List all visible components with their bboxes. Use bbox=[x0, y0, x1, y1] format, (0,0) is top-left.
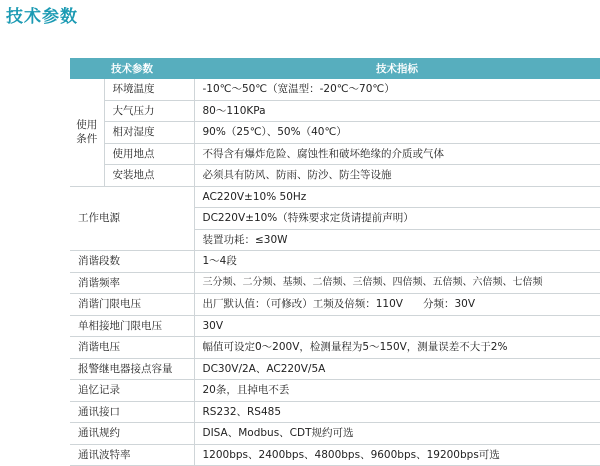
row-value: 必须具有防风、防雨、防沙、防尘等设施 bbox=[194, 165, 600, 187]
table-row bbox=[70, 272, 600, 294]
table-row bbox=[70, 251, 600, 273]
power-label: 工作电源 bbox=[70, 186, 194, 251]
row-label: 大气压力 bbox=[104, 100, 194, 122]
row-label: 通讯规约 bbox=[70, 423, 194, 445]
table-row bbox=[70, 337, 600, 359]
row-label: 消谐段数 bbox=[70, 251, 194, 273]
row-value: DC30V/2A、AC220V/5A bbox=[194, 358, 600, 380]
row-label: 通讯接口 bbox=[70, 401, 194, 423]
table-row bbox=[70, 186, 600, 208]
row-label: 通讯波特率 bbox=[70, 444, 194, 466]
table-row bbox=[70, 380, 600, 402]
table-row bbox=[70, 401, 600, 423]
table-header-row bbox=[70, 58, 600, 79]
row-label: 安装地点 bbox=[104, 165, 194, 187]
power-value-1: AC220V±10% 50Hz bbox=[194, 186, 600, 208]
table-row bbox=[70, 423, 600, 445]
page-title: 技术参数 bbox=[6, 7, 78, 27]
row-value: 80～110KPa bbox=[194, 100, 600, 122]
row-value: 不得含有爆炸危险、腐蚀性和破坏绝缘的介质或气体 bbox=[194, 143, 600, 165]
row-label: 消谐电压 bbox=[70, 337, 194, 359]
table-row bbox=[70, 122, 600, 144]
row-value: 30V bbox=[194, 315, 600, 337]
power-value-3: 装置功耗：≤30W bbox=[194, 229, 600, 251]
row-label: 单相接地门限电压 bbox=[70, 315, 194, 337]
row-value: DISA、Modbus、CDT规约可选 bbox=[194, 423, 600, 445]
row-label: 消谐门限电压 bbox=[70, 294, 194, 316]
row-label: 消谐频率 bbox=[70, 272, 194, 294]
header-param: 技术参数 bbox=[70, 58, 194, 79]
spec-table bbox=[70, 58, 600, 466]
row-value: RS232、RS485 bbox=[194, 401, 600, 423]
header-spec: 技术指标 bbox=[194, 58, 600, 79]
table-row bbox=[70, 294, 600, 316]
row-label: 相对湿度 bbox=[104, 122, 194, 144]
row-value: 1～4段 bbox=[194, 251, 600, 273]
row-value: 三分频、二分频、基频、二倍频、三倍频、四倍频、五倍频、六倍频、七倍频 bbox=[194, 272, 600, 294]
table-row bbox=[70, 143, 600, 165]
row-label: 追忆记录 bbox=[70, 380, 194, 402]
table-row bbox=[70, 358, 600, 380]
row-value: 1200bps、2400bps、4800bps、9600bps、19200bps可选 bbox=[194, 444, 600, 466]
row-value: 90%（25℃）、50%（40℃） bbox=[194, 122, 600, 144]
table-row bbox=[70, 79, 600, 100]
table-row bbox=[70, 100, 600, 122]
usage-group-label bbox=[70, 79, 104, 186]
row-value: -10℃～50℃（宽温型：-20℃～70℃） bbox=[194, 79, 600, 100]
row-label: 报警继电器接点容量 bbox=[70, 358, 194, 380]
usage-group-text: 使用 条件 bbox=[76, 119, 98, 146]
row-value: 出厂默认值：（可修改）工频及倍频：110V 分频：30V bbox=[194, 294, 600, 316]
row-label: 环境温度 bbox=[104, 79, 194, 100]
row-value: 20条，且掉电不丢 bbox=[194, 380, 600, 402]
table-row bbox=[70, 165, 600, 187]
row-label: 使用地点 bbox=[104, 143, 194, 165]
table-row bbox=[70, 315, 600, 337]
power-value-2: DC220V±10%（特殊要求定货请提前声明） bbox=[194, 208, 600, 230]
row-value: 幅值可设定0～200V，检测量程为5～150V，测量误差不大于2% bbox=[194, 337, 600, 359]
